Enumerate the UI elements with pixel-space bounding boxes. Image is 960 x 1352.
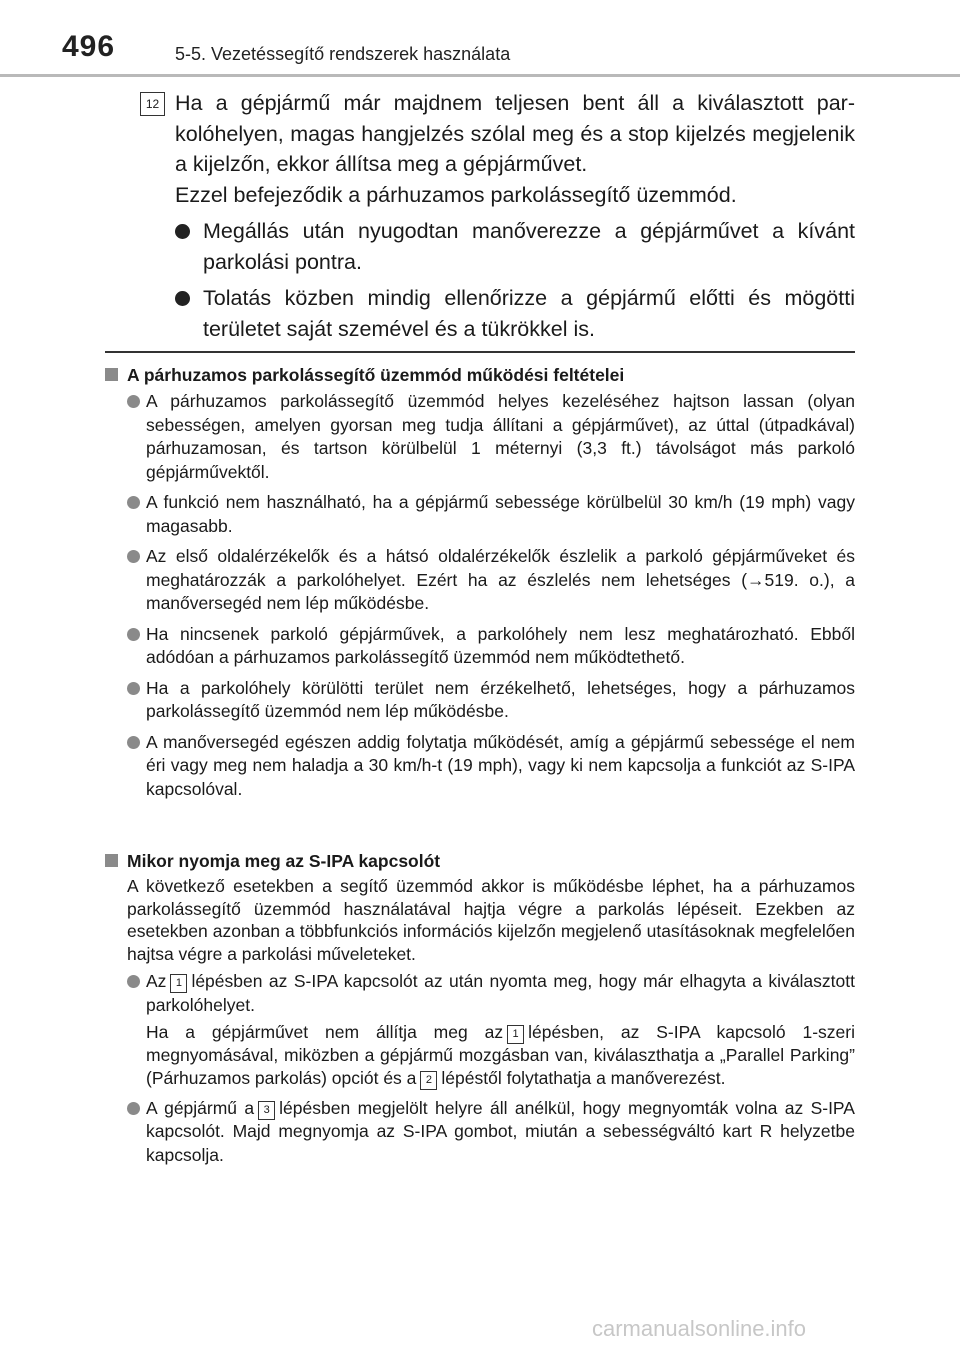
square-bullet-icon <box>105 368 118 381</box>
bullet-icon <box>127 395 140 408</box>
list-item: A funkció nem használható, ha a gépjármű sebessége körülbelül 30 km/h (19 mph) vagy magasabb. <box>127 491 855 538</box>
list-item: A párhuzamos parkolássegítő üzemmód helyes kezeléséhez hajtson lassan (olyan sebességen, amelyen gyorsan meg tudja állítani a gépjárművet), az úttal (útpadkával) párhuzamosan, és tartson körülbelül 1 méternyi (3,3 ft.) távolságot más parkoló gépjárművektől. <box>127 390 855 484</box>
step-ref-box: 1 <box>170 974 187 993</box>
bullet-icon <box>127 1102 140 1115</box>
list-item: Ha a parkolóhely körülötti terület nem érzékelhető, lehetséges, hogy a párhuzamos parkolássegítő üzemmód nem lép működésbe. <box>127 677 855 724</box>
bullet-icon <box>127 736 140 749</box>
page-number: 496 <box>62 30 116 63</box>
list-item: Az első oldalérzékelők és a hátsó oldalérzékelők észlelik a parkoló gépjárműveket és meghatározzák a parkolóhelyet. Ezért ha az észlelés nem lehetséges (→519. o.), a manőversegéd nem lép működésbe. <box>127 545 855 616</box>
step-ref-box: 2 <box>420 1071 437 1090</box>
step-text-2: Ezzel befejeződik a párhuzamos parkolássegítő üzemmód. <box>175 182 737 207</box>
step-bullet-list <box>175 216 855 344</box>
header-divider <box>0 74 960 77</box>
bullet-icon <box>127 496 140 509</box>
section-operating-conditions <box>105 364 855 808</box>
list-item-note: Ha a gépjárművet nem állítja meg az 1 lépésben, az S-IPA kapcsoló 1-szeri megnyomásával, miközben a gépjármű mozgásban van, kiválaszthatja a „Parallel Parking” (Párhuzamos parkolás) opciót és a 2 lépéstől folytathatja a manőverezést. <box>146 1022 855 1088</box>
chapter-title: 5-5. Vezetéssegítő rendszerek használata <box>175 44 511 64</box>
conditions-list <box>127 390 855 801</box>
section-title: Mikor nyomja meg az S-IPA kapcsolót <box>105 850 855 872</box>
step-block <box>140 88 855 350</box>
bullet-icon <box>127 975 140 988</box>
page-header <box>0 0 960 80</box>
step-number-box: 12 <box>140 92 165 116</box>
step-bullet: Megállás után nyugodtan manőverezze a gépjárművet a kívánt parkolási pontra. <box>175 216 855 277</box>
bullet-icon <box>127 550 140 563</box>
bullet-icon <box>175 224 190 239</box>
step-ref-box: 1 <box>507 1025 524 1044</box>
step-ref-box: 3 <box>258 1101 275 1120</box>
sipa-list <box>127 970 855 1167</box>
step-bullet: Tolatás közben mindig ellenőrizze a gépjármű előtti és mögötti területet saját szemével és a tükrökkel is. <box>175 283 855 344</box>
section-sipa-switch <box>105 850 855 1174</box>
list-item: Ha nincsenek parkoló gépjárművek, a parkolóhely nem lesz meghatározható. Ebből adódóan a párhuzamos parkolássegítő üzemmód nem működtethető. <box>127 623 855 670</box>
section-intro: A következő esetekben a segítő üzemmód akkor is működésbe léphet, ha a párhuzamos parkolássegítő üzemmód használatával hajtja végre a parkolás lépéseit. Ezekben az esetekben azonban a többfunkciós információs kijelzőn megjelenő utasításoknak megfelelően hajtsa végre a parkolási műveleteket. <box>127 876 855 964</box>
section-divider <box>105 351 855 353</box>
bullet-icon <box>175 291 190 306</box>
list-item: A gépjármű a 3 lépésben megjelölt helyre áll anélkül, hogy megnyomták volna az S-IPA kapcsolót. Majd megnyomja az S-IPA gombot, miután a sebességváltó kart R helyzetbe kapcsolja. <box>127 1097 855 1168</box>
list-item: A manőversegéd egészen addig folytatja működését, amíg a gépjármű sebessége el nem éri vagy meg nem haladja a 30 km/h-t (19 mph), vagy ki nem kapcsolja a funkciót az S-IPA kapcsolóval. <box>127 731 855 802</box>
step-text: Ha a gépjármű már majdnem teljesen bent áll a kiválasztott parkolóhelyen, magas hangjelzés szólal meg és a stop kijelzés megjelenik a kijelzőn, ekkor állítsa meg a gépjárművet. <box>175 91 855 176</box>
bullet-icon <box>127 628 140 641</box>
square-bullet-icon <box>105 854 118 867</box>
watermark: carmanualsonline.info <box>592 1316 807 1341</box>
bullet-icon <box>127 682 140 695</box>
section-title: A párhuzamos parkolássegítő üzemmód működési feltételei <box>105 364 855 386</box>
list-item: Az 1 lépésben az S-IPA kapcsolót az után nyomta meg, hogy már elhagyta a kiválasztott parkolóhelyet. Ha a gépjárművet nem állítja meg az 1 lépésben, az S-IPA kapcsoló 1-szeri megnyomásával, miközben a gépjármű mozgásban van, kiválaszthatja a „Parallel Parking” (Párhuzamos parkolás) opciót és a 2 lépéstől folytathatja a manőverezést. <box>127 970 855 1090</box>
